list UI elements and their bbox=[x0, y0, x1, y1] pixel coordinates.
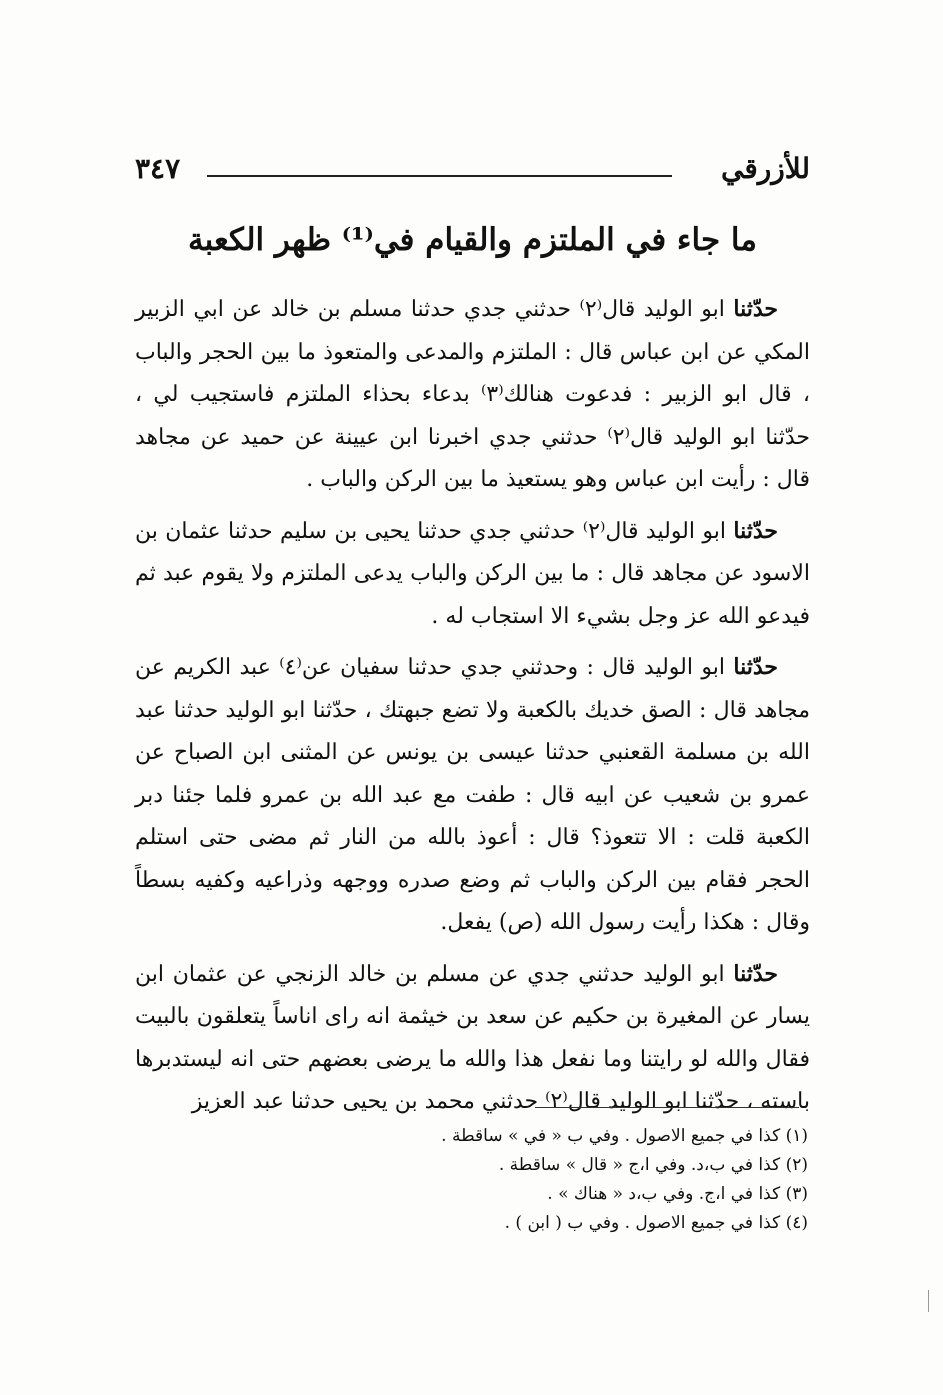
footnote-2: (٢) كذا في ب،د. وفي ا،ج « قال » ساقطة . bbox=[498, 1155, 808, 1175]
paragraph-text: ابو الوليد قال⁽٢⁾ حدثني جدي حدثنا مسلم بن خالد عن ابي الزبير المكي عن ابن عباس قال : الملتزم والمدعى والمتعوذ ما بين الحجر والباب ، قال ابو الزبير : فدعوت هنالك⁽٣⁾ بدعاء بحذاء الملتزم فاستجيب لي ، حدّثنا ابو الوليد قال⁽٢⁾ حدثني جدي اخبرنا ابن عيينة عن حميد عن مجاهد قال : رأيت ابن عباس وهو يستعيذ ما بين الركن والباب . bbox=[135, 297, 810, 492]
section-title: ما جاء في الملتزم والقيام في⁽¹⁾ ظهر الكعبة bbox=[188, 222, 757, 258]
paragraph-text: ابو الوليد قال : وحدثني جدي حدثنا سفيان عن⁽٤⁾ عبد الكريم عن مجاهد قال : الصق خديك بالكعبة ولا تضع جبهتك ، حدّثنا ابو الوليد حدثنا عبد الله بن مسلمة القعنبي حدثنا عيسى بن يونس عن المثنى ابن الصباح عن عمرو بن شعيب عن ابيه قال : طفت مع عبد الله بن عمرو فلما جئنا دبر الكعبة قلت : الا تتعوذ؟ قال : أعوذ بالله من النار ثم مضى حتى استلم الحجر فقام بين الركن والباب ثم وضع صدره ووجهه وذراعيه وكفيه بسطاً وقال : هكذا رأيت رسول الله (ص) يفعل. bbox=[135, 655, 810, 935]
footnote-rule bbox=[535, 1107, 799, 1108]
paragraph-1 bbox=[135, 288, 810, 502]
footnote-1: (١) كذا في جميع الاصول . وفي ب « في » ساقطة . bbox=[441, 1126, 808, 1146]
header-title: للأزرقي bbox=[720, 152, 810, 185]
paragraph-3 bbox=[135, 646, 810, 945]
footnotes bbox=[380, 1122, 808, 1238]
body-text bbox=[135, 288, 810, 1132]
paragraph-4 bbox=[135, 953, 810, 1124]
paragraph-lead: حدّثنا bbox=[733, 296, 778, 322]
paragraph-2 bbox=[135, 510, 810, 639]
margin-mark bbox=[928, 1290, 929, 1312]
paragraph-lead: حدّثنا bbox=[733, 960, 778, 987]
paragraph-lead: حدّثنا bbox=[733, 654, 778, 680]
header-rule bbox=[207, 175, 672, 177]
paragraph-text: ابو الوليد قال⁽٢⁾ حدثني جدي حدثنا يحيى بن سليم حدثنا عثمان بن الاسود عن مجاهد قال : ما بين الركن والباب يدعى الملتزم ولا يقوم عبد ثم فيدعو الله عز وجل بشيء الا استجاب له . bbox=[135, 518, 810, 629]
page-number: ٣٤٧ bbox=[135, 152, 181, 185]
paragraph-lead: حدّثنا bbox=[733, 517, 778, 544]
paragraph-text: ابو الوليد حدثني جدي عن مسلم بن خالد الزنجي عن عثمان ابن يسار عن المغيرة بن حكيم عن سعد بن خيثمة انه راى اناساً يتعلقون بالبيت فقال والله لو رايتنا وما نفعل هذا والله ما يرضى بعضهم حتى انه ليستدبرها باسته ، حدّثنا ابو الوليد قال⁽٢⁾ حدثني محمد بن يحيى حدثنا عبد العزيز bbox=[135, 961, 810, 1114]
running-header bbox=[135, 152, 810, 196]
footnote-4: (٤) كذا في جميع الاصول . وفي ب ( ابن ) . bbox=[504, 1213, 808, 1233]
footnote-3: (٣) كذا في ا،ج. وفي ب،د « هناك » . bbox=[547, 1184, 808, 1204]
